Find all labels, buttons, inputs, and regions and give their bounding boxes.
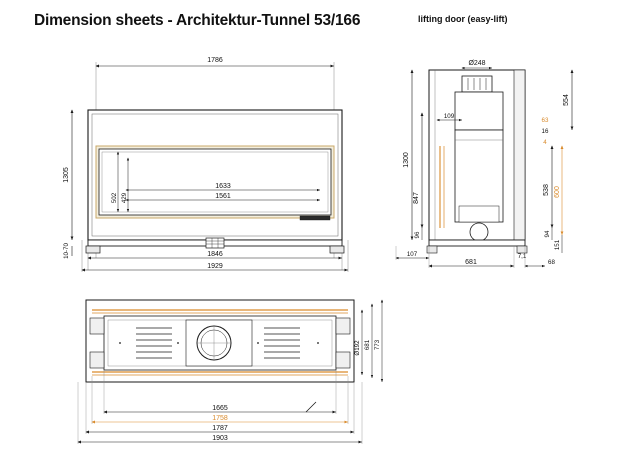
page-title: Dimension sheets - Architektur-Tunnel 53/166 <box>34 12 361 29</box>
dim-front-bottom-1: 1846 <box>207 251 223 258</box>
dim-side-h847: 847 <box>413 192 420 204</box>
dim-plan-d681: 681 <box>364 339 371 351</box>
dim-side-v4: 4 <box>543 139 547 146</box>
dim-side-b71: 7,1 <box>517 253 527 260</box>
dim-plan-w1903: 1903 <box>212 435 228 442</box>
dim-side-v151: 151 <box>554 239 561 251</box>
page-subtitle: lifting door (easy-lift) <box>418 14 508 24</box>
plan-view <box>78 300 382 444</box>
front-elevation-view <box>63 57 348 272</box>
dim-front-glass-h2: 429 <box>121 192 128 204</box>
dim-side-h538: 538 <box>543 184 550 196</box>
side-elevation-view <box>396 60 572 268</box>
dim-side-o600: 600 <box>554 186 561 198</box>
dim-plan-d773: 773 <box>374 339 381 351</box>
dim-side-b107: 107 <box>406 251 418 258</box>
dim-side-v16: 16 <box>541 128 549 135</box>
dim-side-b68: 68 <box>548 259 555 266</box>
dim-front-top-width: 1786 <box>207 57 223 64</box>
dim-side-b681: 681 <box>465 259 477 266</box>
dim-plan-w1758: 1758 <box>212 415 228 422</box>
dim-side-h1300: 1300 <box>403 152 410 168</box>
dim-plan-w1665: 1665 <box>212 405 228 412</box>
dim-front-bottom-2: 1929 <box>207 263 223 270</box>
dim-side-v94: 94 <box>544 230 551 238</box>
dim-side-flue-dia: Ø248 <box>468 60 486 67</box>
dim-side-total-h: 554 <box>563 94 570 106</box>
dim-front-inner-2: 1561 <box>215 193 231 200</box>
dim-side-o63: 63 <box>541 117 549 124</box>
dim-front-base-height: 10-70 <box>63 243 70 259</box>
dim-front-glass-h1: 502 <box>111 192 118 204</box>
dim-plan-dia192: Ø192 <box>354 340 361 356</box>
dim-plan-w1787: 1787 <box>212 425 228 432</box>
dim-front-inner-1: 1633 <box>215 183 231 190</box>
dim-side-h96: 96 <box>414 231 421 239</box>
dim-side-w109: 109 <box>443 113 455 120</box>
dim-front-height: 1305 <box>63 167 70 183</box>
